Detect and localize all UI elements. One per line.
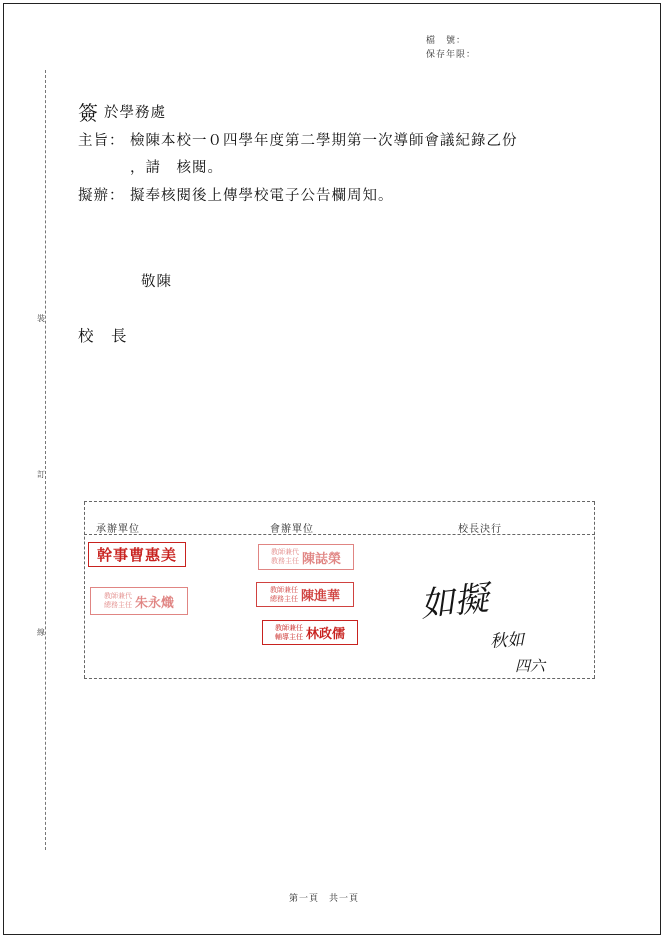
seal-academic-affairs: 教師兼代 教務主任 陳誌榮 <box>258 544 354 570</box>
seal-counseling: 教師兼任 輔導主任 林政儒 <box>262 620 358 645</box>
proposal-label: 擬辦： <box>78 188 125 204</box>
seal-general-affairs-acting: 教師兼代 總務主任 朱永熾 <box>90 587 188 615</box>
respect-text: 敬陳 <box>141 274 172 290</box>
signature-date: 四六 <box>515 657 546 675</box>
proposal-text: 擬奉核閱後上傳學校電子公告欄周知。 <box>130 188 394 204</box>
sign-char: 簽 <box>78 101 98 125</box>
signature-approve: 如擬 <box>418 578 491 626</box>
binding-line <box>45 70 46 850</box>
seal-clerk <box>88 542 186 567</box>
signature-name: 秋如 <box>489 630 525 652</box>
principal-label: 校 長 <box>78 327 128 345</box>
header-handling-unit: 承辦單位 <box>96 524 140 535</box>
header-cosign-unit: 會辦單位 <box>270 524 314 535</box>
header-principal-decision: 校長決行 <box>458 524 502 535</box>
seal-clerk-name: 曹惠美 <box>129 546 178 564</box>
page-number: 第一頁 共一頁 <box>289 894 360 904</box>
subject-label: 主旨： <box>78 133 125 149</box>
subject-line-1: 檢陳本校一０四學年度第二學期第一次導師會議紀錄乙份 <box>130 133 518 149</box>
file-number-label: 檔 號： <box>426 36 467 46</box>
seal-clerk-title: 幹事 <box>96 546 129 564</box>
seal-name: 陳誌榮 <box>301 551 341 567</box>
subject-line-2: ，請 核閱。 <box>130 160 223 176</box>
binding-char-3: 線 <box>37 625 45 640</box>
binding-char-1: 裝 <box>37 311 45 326</box>
seal-name: 林政儒 <box>305 627 345 642</box>
seal-name: 陳進華 <box>300 589 340 604</box>
seal-name: 朱永熾 <box>134 595 174 611</box>
binding-char-2: 訂 <box>37 467 45 482</box>
seal-general-affairs: 教師兼任 總務主任 陳進華 <box>256 582 354 607</box>
to-unit: 於學務處 <box>104 105 166 121</box>
retention-period-label: 保存年限： <box>426 50 477 60</box>
